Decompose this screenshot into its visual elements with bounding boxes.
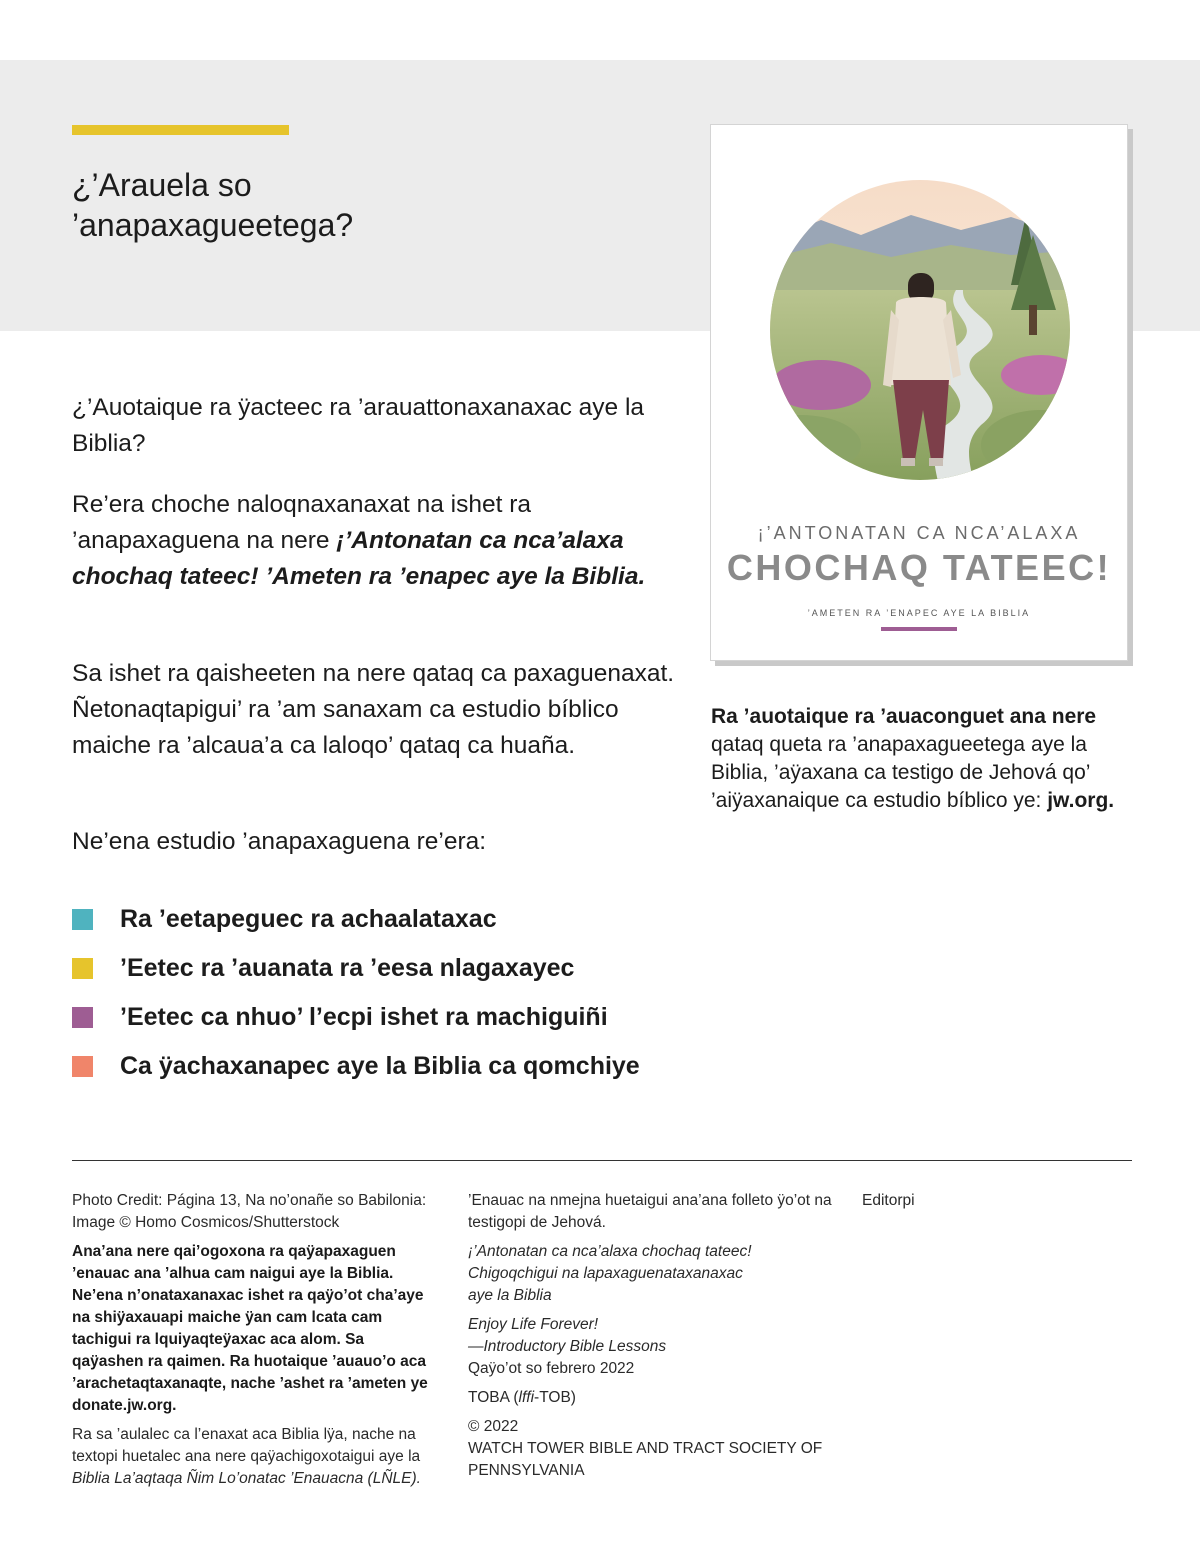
copyright-block xyxy=(468,1416,838,1482)
salmon-square-icon xyxy=(72,1056,93,1077)
brochure-title-toba-l2: Chigoqchigui na lapaxaguenataxanaxac xyxy=(468,1265,743,1282)
cover-accent-line xyxy=(881,627,957,631)
accent-bar xyxy=(72,125,289,135)
photo-credit: Photo Credit: Página 13, Na no’onañe so Babilonia: Image © Homo Cosmicos/Shutterstock xyxy=(72,1192,427,1231)
cover-pretitle: ¡’ANTONATAN CA NCA’ALAXA xyxy=(757,523,1081,543)
cover-subtitle: ’AMETEN RA ’ENAPEC AYE LA BIBLIA xyxy=(807,608,1031,618)
bullet-item xyxy=(72,997,712,1046)
language-code xyxy=(468,1387,838,1409)
language-code-suffix: -TOB) xyxy=(534,1389,576,1406)
page-title-line1: ¿’Arauela so xyxy=(72,167,252,203)
bullet-item xyxy=(72,948,712,997)
footer-divider xyxy=(72,1160,1132,1161)
bullet-item xyxy=(72,1046,712,1095)
brochure-title-en-l2: —Introductory Bible Lessons xyxy=(468,1338,667,1355)
society-name-l2: PENNSYLVANIA xyxy=(468,1462,585,1479)
caption-link[interactable]: jw.org. xyxy=(1047,789,1115,812)
yellow-square-icon xyxy=(72,958,93,979)
caption-bold: Ra ’auotaique ra ’auaconguet ana nere xyxy=(711,705,1097,728)
brochure-title-toba-l1: ¡’Antonatan ca nca’alaxa chochaq tateec! xyxy=(468,1243,752,1260)
cover-main-title: CHOCHAQ TATEEC! xyxy=(726,547,1112,588)
brochure-title-inline: ¡’Antonatan ca nca’alaxa chochaq tateec! ’Ameten ra ’enapec aye la Biblia. xyxy=(72,527,646,590)
intro-question: ¿’Auotaique ra ÿacteec ra ’arauattonaxanaxac aye la Biblia? xyxy=(72,394,645,457)
brochure-cover xyxy=(710,124,1128,661)
caption-text: qataq queta ra ’anapaxagueetega aye la Biblia, ’aÿaxana ca testigo de Jehová qo’ ’aiÿaxanaique ca estudio bíblico ye: xyxy=(711,733,1090,812)
cover-illustration xyxy=(711,125,1128,520)
print-date: Qaÿo’ot so febrero 2022 xyxy=(468,1360,635,1377)
cover-caption xyxy=(711,703,1131,815)
bullet-text: ’Eetec ca nhuo’ l’ecpi ishet ra machiguiñi xyxy=(120,1003,608,1031)
publisher-note: ’Enauac na nmejna huetaigui ana’ana folleto ÿo’ot na testigopi de Jehová. xyxy=(468,1192,832,1231)
bullet-text: ’Eetec ra ’auanata ra ’eesa nlagaxayec xyxy=(120,954,575,982)
study-intro: Ne’ena estudio ’anapaxaguena re’era: xyxy=(72,828,487,855)
language-code-italic: lffi xyxy=(518,1389,535,1406)
bullet-text: Ca ÿachaxanapec aye la Biblia ca qomchiye xyxy=(120,1052,640,1080)
bible-note-text: Ra sa ’aulalec ca l’enaxat aca Biblia lÿa, nache na textopi huetalec ana nere qaÿachigoxotaigui aye la xyxy=(72,1426,421,1465)
bullet-list xyxy=(72,899,712,1095)
english-title-block xyxy=(468,1314,838,1380)
bullet-text: Ra ’eetapeguec ra achaalataxac xyxy=(120,905,497,933)
page-title xyxy=(72,165,632,245)
purple-square-icon xyxy=(72,1007,93,1028)
intro-paragraph xyxy=(72,487,682,595)
bullet-item xyxy=(72,899,712,948)
footer-column-3 xyxy=(862,1190,1062,1219)
copyright-year: © 2022 xyxy=(468,1418,519,1435)
brochure-title-toba xyxy=(468,1241,838,1307)
editor-label: Editorpi xyxy=(862,1192,915,1209)
donation-notice: Ana’ana nere qai’ogoxona ra qaÿapaxaguen ’enauac ana ’alhua cam naigui aye la Biblia. Ne’ena n’onataxanaxac ishet ra qaÿo’ot cha’aye na shiÿaxauapi maiche ÿan cam lcata cam tachigui ra lquiyaqteÿaxac aca alom. Sa qaÿashen ra qaimen. Ra huotaique ’auauo’o aca ’arachetaqtaxanaqte, nache ’ashet ra ’ameten ye donate.jw.org. xyxy=(72,1243,428,1414)
bible-version-note xyxy=(72,1424,432,1490)
language-label: TOBA ( xyxy=(468,1389,519,1406)
society-name-l1: WATCH TOWER BIBLE AND TRACT SOCIETY OF xyxy=(468,1440,823,1457)
page-title-line2: ’anapaxagueetega? xyxy=(72,207,354,243)
brochure-title-en-l1: Enjoy Life Forever! xyxy=(468,1316,599,1333)
teal-square-icon xyxy=(72,909,93,930)
footer-column-2 xyxy=(468,1190,838,1489)
intro-paragraph-text: Re’era choche naloqnaxanaxat na ishet ra ’anapaxaguena na nere xyxy=(72,491,532,554)
bible-version-name: Biblia La’aqtaqa Ñim Lo’onatac ’Enauacna (LÑLE). xyxy=(72,1470,421,1487)
brochure-title-toba-l3: aye la Biblia xyxy=(468,1287,552,1304)
study-offer-paragraph: Sa ishet ra qaisheeten na nere qataq ca paxaguenaxat. Ñetonaqtapigui’ ra ’am sanaxam ca estudio bíblico maiche ra ’alcaua’a ca laloqo’ qataq ca huaña. xyxy=(72,660,675,759)
footer-column-1 xyxy=(72,1190,432,1497)
